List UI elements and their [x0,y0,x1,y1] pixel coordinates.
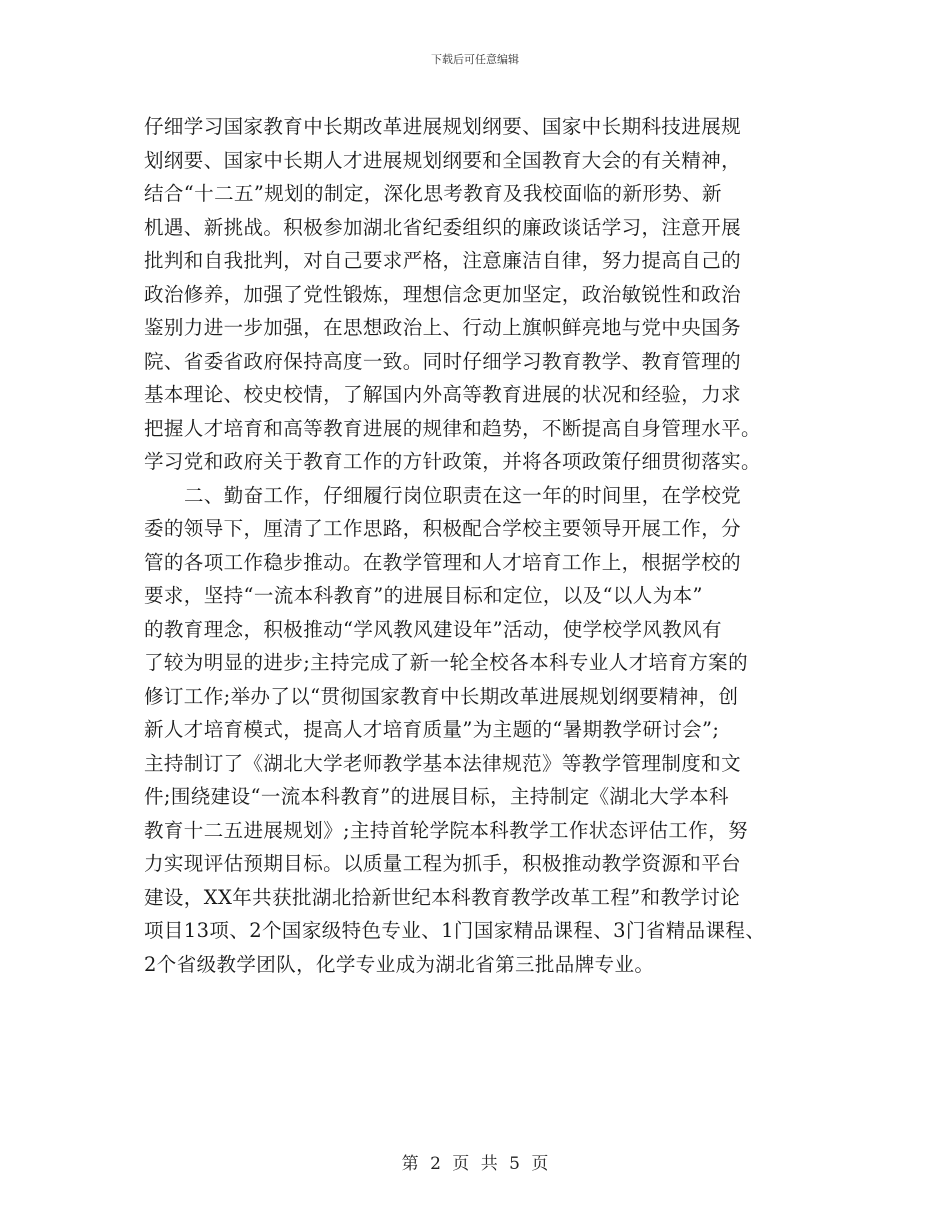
paragraph-start-line: 二、勤奋工作，仔细履行岗位职责在这一年的时间里，在学校党 [184,483,742,507]
page-header: 下载后可任意编辑 [431,53,519,66]
text-line: 政治修养，加强了党性锻炼，理想信念更加坚定，政治敏锐性和政治 [144,282,742,306]
text-line: 教育十二五进展规划》;主持首轮学院本科教学工作状态评估工作，努 [144,818,748,842]
text-line: 的教育理念，积极推动“学风教风建设年”活动，使学校学风教风有 [144,617,722,641]
text-line: 了较为明显的进步;主持完成了新一轮全校各本科专业人才培育方案的 [144,651,748,674]
text-line: 新人才培育模式，提高人才培育质量”为主题的“暑期教学研讨会”; [144,718,720,741]
text-line: 委的领导下，厘清了工作思路，积极配合学校主要领导开展工作，分 [144,517,742,540]
text-line: 机遇、新挑战。积极参加湖北省纪委组织的廉政谈话学习，注意开展 [144,215,742,239]
page-number-footer: 第 2 页 共 5 页 [401,1154,549,1174]
text-line: 主持制订了《湖北大学老师教学基本法律规范》等教学管理制度和文 [144,751,742,775]
text-line: 结合“十二五”规划的制定，深化思考教育及我校面临的新形势、新 [144,182,722,205]
text-line: 管的各项工作稳步推动。在教学管理和人才培育工作上，根据学校的 [144,550,742,574]
text-line: 建设，XX年共获批湖北拾新世纪本科教育教学改革工程”和教学讨论 [144,885,741,909]
text-line: 项目13项、2个国家级特色专业、1门国家精品课程、3门省精品课程、 [144,919,766,942]
document-body [144,110,824,981]
text-line: 把握人才培育和高等教育进展的规律和趋势，不断提高自身管理水平。 [144,416,761,440]
text-line: 鉴别力进一步加强，在思想政治上、行动上旗帜鲜亮地与党中央国务 [144,316,742,339]
text-line: 力实现评估预期目标。以质量工程为抓手，积极推动教学资源和平台 [144,852,742,875]
text-line: 要求，坚持“一流本科教育”的进展目标和定位，以及“以人为本” [144,584,703,607]
text-line: 批判和自我批判，对自己要求严格，注意廉洁自律，努力提高自己的 [144,249,742,272]
text-line: 学习党和政府关于教育工作的方针政策，并将各项政策仔细贯彻落实。 [144,450,761,473]
text-line: 划纲要、国家中长期人才进展规划纲要和全国教育大会的有关精神， [144,148,742,172]
text-line: 基本理论、校史校情，了解国内外高等教育进展的状况和经验，力求 [144,383,742,406]
text-line: 修订工作;举办了以“贯彻国家教育中长期改革进展规划纲要精神，创 [144,684,739,708]
text-line: 仔细学习国家教育中长期改革进展规划纲要、国家中长期科技进展规 [144,115,742,138]
text-line: 院、省委省政府保持高度一致。同时仔细学习教育教学、教育管理的 [144,349,742,373]
text-line: 2个省级教学团队，化学专业成为湖北省第三批品牌专业。 [144,952,655,976]
text-line: 件;围绕建设“一流本科教育”的进展目标，主持制定《湖北大学本科 [144,785,729,808]
